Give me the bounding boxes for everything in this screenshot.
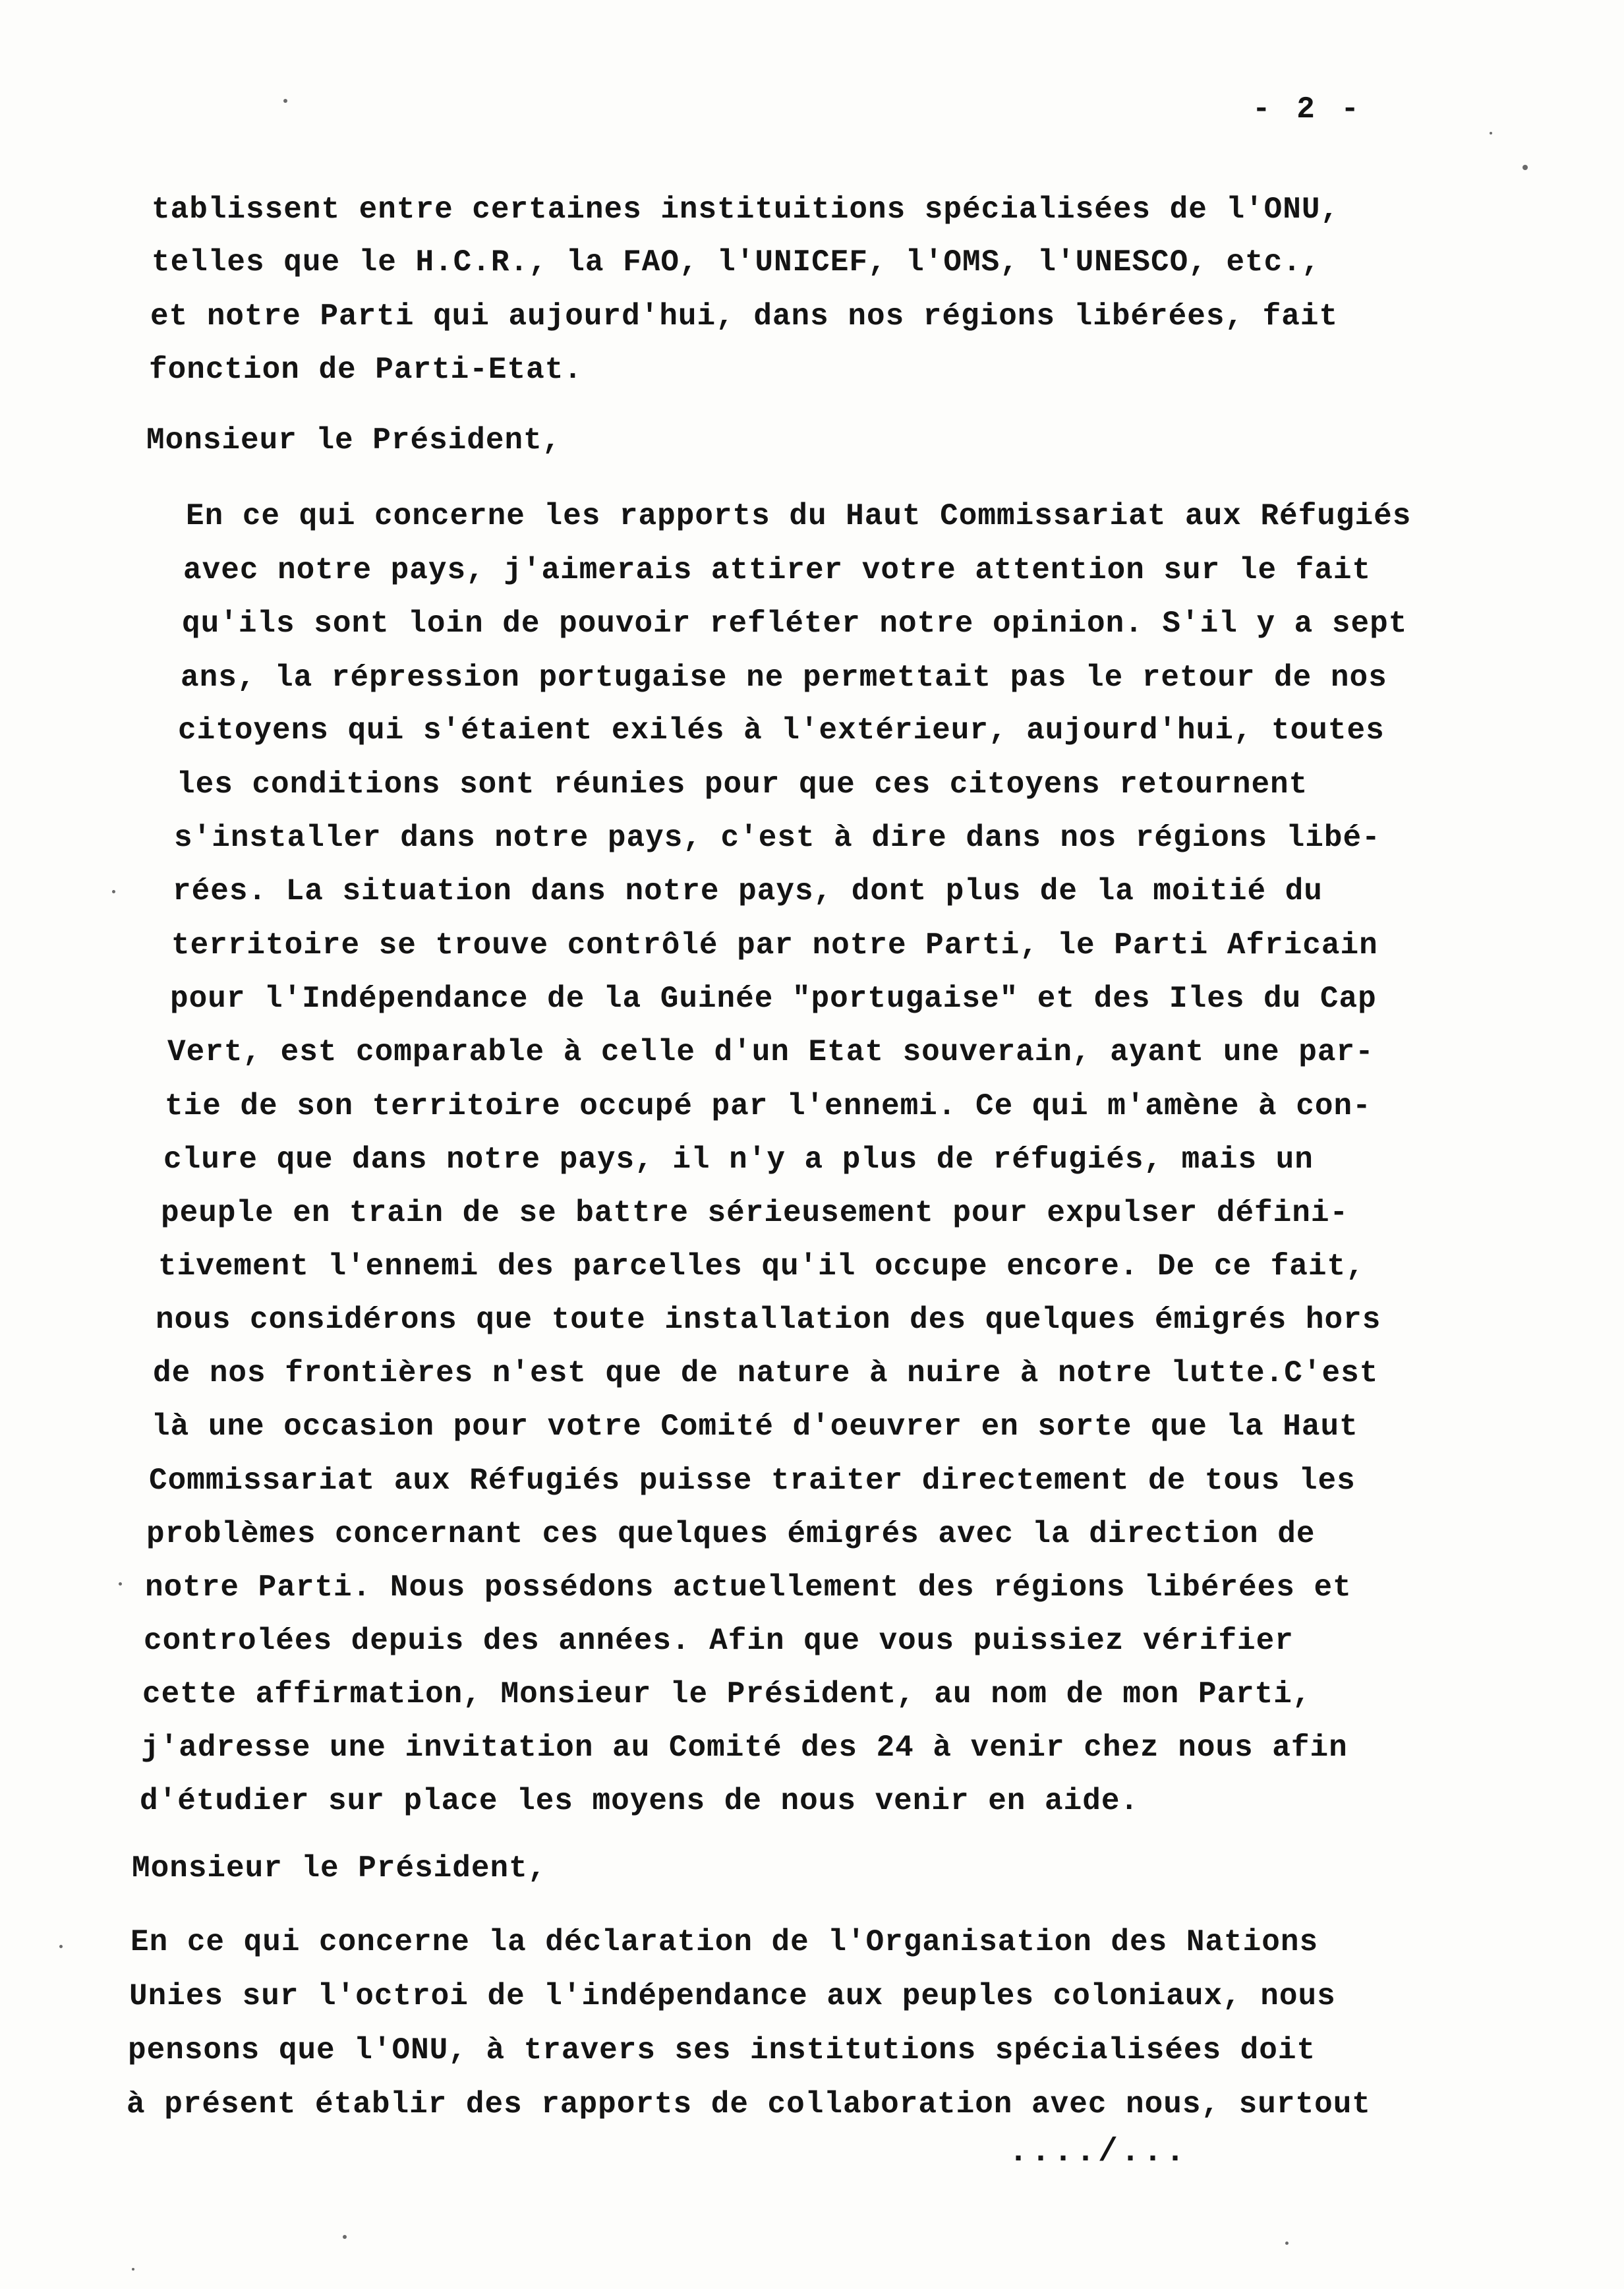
text-line: j'adresse une invitation au Comité des 24 à venir chez nous afin <box>141 1731 1348 1765</box>
continuation-mark: ..../... <box>1008 2133 1188 2171</box>
scan-speck <box>1285 2242 1289 2245</box>
text-line: clure que dans notre pays, il n'y a plus de réfugiés, mais un <box>163 1143 1314 1177</box>
text-line: à présent établir des rapports de collaboration avec nous, surtout <box>127 2087 1371 2122</box>
text-line: tie de son territoire occupé par l'ennemi. Ce qui m'amène à con- <box>165 1089 1372 1123</box>
page-number: - 2 - <box>1252 92 1364 127</box>
text-line: tablissent entre certaines instituitions spécialisées de l'ONU, <box>152 193 1340 227</box>
text-line: de nos frontières n'est que de nature à nuire à notre lutte.C'est <box>153 1356 1379 1390</box>
text-line: En ce qui concerne la déclaration de l'Organisation des Nations <box>130 1925 1319 1959</box>
text-line: rées. La situation dans notre pays, dont plus de la moitié du <box>173 874 1323 908</box>
salutation: Monsieur le Président, <box>146 423 562 458</box>
text-line: telles que le H.C.R., la FAO, l'UNICEF, l'OMS, l'UNESCO, etc., <box>152 245 1321 280</box>
scan-speck <box>59 1945 63 1948</box>
text-line: En ce qui concerne les rapports du Haut Commissariat aux Réfugiés <box>186 499 1412 533</box>
scan-speck <box>343 2235 347 2239</box>
scan-speck <box>1522 165 1528 170</box>
text-line: territoire se trouve contrôlé par notre Parti, le Parti Africain <box>171 928 1378 963</box>
text-line: qu'ils sont loin de pouvoir refléter notre opinion. S'il y a sept <box>182 607 1408 641</box>
text-line: pour l'Indépendance de la Guinée "portugaise" et des Iles du Cap <box>170 982 1377 1016</box>
text-line: Vert, est comparable à celle d'un Etat souverain, ayant une par- <box>167 1035 1374 1069</box>
scan-speck <box>1490 132 1492 134</box>
scan-speck <box>119 1582 122 1586</box>
salutation: Monsieur le Président, <box>132 1851 547 1886</box>
text-line: ans, la répression portugaise ne permettait pas le retour de nos <box>181 661 1387 695</box>
text-line: cette affirmation, Monsieur le Président, au nom de mon Parti, <box>142 1677 1312 1711</box>
scan-speck <box>132 2268 134 2271</box>
text-line: avec notre pays, j'aimerais attirer votre attention sur le fait <box>183 553 1372 587</box>
text-line: notre Parti. Nous possédons actuellement des régions libérées et <box>145 1570 1352 1605</box>
text-line: Commissariat aux Réfugiés puisse traiter directement de tous les <box>149 1464 1356 1498</box>
scan-speck <box>283 99 287 103</box>
text-line: les conditions sont réunies pour que ces citoyens retournent <box>177 767 1308 802</box>
text-line: d'étudier sur place les moyens de nous venir en aide. <box>140 1784 1140 1818</box>
text-line: fonction de Parti-Etat. <box>149 353 583 387</box>
text-line: là une occasion pour votre Comité d'oeuvrer en sorte que la Haut <box>152 1410 1358 1444</box>
text-line: Unies sur l'octroi de l'indépendance aux peuples coloniaux, nous <box>129 1979 1336 2013</box>
text-line: peuple en train de se battre sérieusement pour expulser défini- <box>161 1196 1349 1230</box>
text-line: problèmes concernant ces quelques émigrés avec la direction de <box>146 1517 1316 1551</box>
text-line: citoyens qui s'étaient exilés à l'extérieur, aujourd'hui, toutes <box>178 713 1385 748</box>
text-line: s'installer dans notre pays, c'est à dire dans nos régions libé- <box>174 821 1381 855</box>
scan-speck <box>112 890 115 893</box>
text-line: pensons que l'ONU, à travers ses institutions spécialisées doit <box>128 2033 1316 2067</box>
text-line: et notre Parti qui aujourd'hui, dans nos régions libérées, fait <box>150 299 1339 334</box>
text-line: controlées depuis des années. Afin que vous puissiez vérifier <box>144 1624 1294 1658</box>
text-line: tivement l'ennemi des parcelles qu'il occupe encore. De ce fait, <box>158 1249 1365 1284</box>
text-line: nous considérons que toute installation des quelques émigrés hors <box>156 1303 1381 1337</box>
